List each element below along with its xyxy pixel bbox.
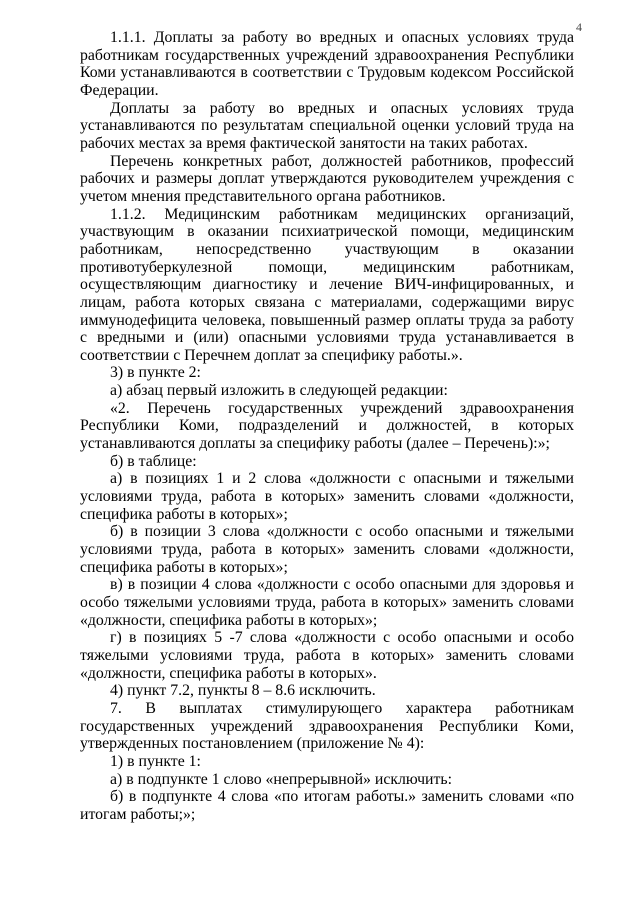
paragraph: 4) пункт 7.2, пункты 8 – 8.6 исключить. <box>110 682 376 700</box>
paragraph: а) в подпункте 1 слово «непрерывной» исключить: <box>110 770 453 788</box>
paragraph: а) абзац первый изложить в следующей редакции: <box>110 382 448 400</box>
paragraph: а) в позициях 1 и 2 слова «должности с опасными и тяжелыми условиями труда, работа в которых» заменить словами «должности, специфика работы в которых»; <box>80 470 574 523</box>
page-number: 4 <box>576 20 582 34</box>
paragraph: б) в таблице: <box>110 452 197 470</box>
paragraph: б) в позиции 3 слова «должности с особо опасными и тяжелыми условиями труда, работа в которых» заменить словами «должности, специфика работы в которых»; <box>80 523 574 576</box>
paragraph: в) в позиции 4 слова «должности с особо опасными для здоровья и особо тяжелыми условиями труда, работа в которых» заменить словами «должности, специфика работы в которых»; <box>80 576 574 629</box>
paragraph: 7. В выплатах стимулирующего характера работникам государственных учреждений здравоохранения Республики Коми, утвержденных постановлением (приложение № 4): <box>80 699 574 753</box>
paragraph: 3) в пункте 2: <box>110 364 201 382</box>
paragraph: 1.1.1. Доплаты за работу во вредных и опасных условиях труда работникам государственных учреждений здравоохранения Республики Коми устанавливаются в соответствии с Трудовым кодексом Российской Федерации. <box>80 29 574 99</box>
paragraph: Перечень конкретных работ, должностей работников, профессий рабочих и размеры доплат утверждаются руководителем учреждения с учетом мнения представительного органа работников. <box>80 152 574 205</box>
paragraph: г) в позициях 5 -7 слова «должности с особо опасными и особо тяжелыми условиями труда, работа в которых» заменить словами «должности, специфика работы в которых». <box>80 629 574 682</box>
paragraph: «2. Перечень государственных учреждений здравоохранения Республики Коми, подразделений и должностей, в которых устанавливаются доплаты за специфику работы (далее – Перечень):»; <box>80 399 574 453</box>
paragraph: 1) в пункте 1: <box>110 752 201 770</box>
paragraph: Доплаты за работу во вредных и опасных условиях труда устанавливаются по результатам специальной оценки условий труда на рабочих местах за время фактической занятости на таких работах. <box>80 99 574 152</box>
document-body <box>80 29 574 824</box>
paragraph: б) в подпункте 4 слова «по итогам работы.» заменить словами «по итогам работы;»; <box>80 788 574 823</box>
paragraph: 1.1.2. Медицинским работникам медицинских организаций, участвующим в оказании психиатрической помощи, медицинским работникам, непосредственно участвующим в оказании противотуберкулезной помощи, медицинским работникам, осуществляющим диагностику и лечение ВИЧ-инфицированных, и лицам, работа которых связана с материалами, содержащими вирус иммунодефицита человека, повышенный размер оплаты труда за работу с вредными и (или) опасными условиями труда устанавливается в соответствии с Перечнем доплат за специфику работы.». <box>80 205 574 364</box>
